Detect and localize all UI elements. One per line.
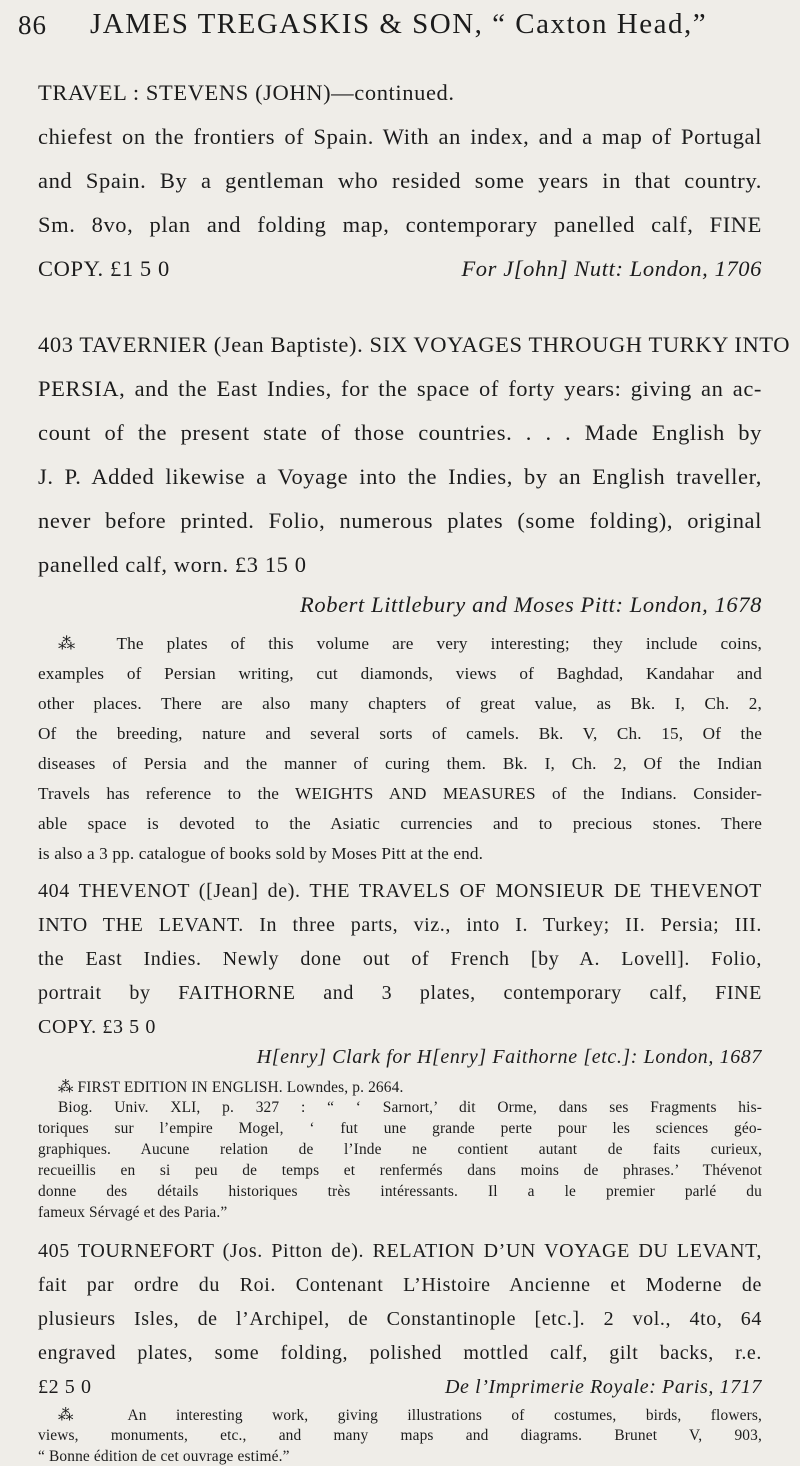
note-line: toriques sur l’empire Mogel, ‘ fut une grande perte pour les sciences géo-: [38, 1120, 762, 1137]
text-line: never before printed. Folio, numerous plates (some folding), original: [38, 508, 762, 533]
entry-403-title: 403 TAVERNIER (Jean Baptiste). SIX VOYAGES THROUGH TURKY INTO: [38, 332, 791, 357]
text-line: and Spain. By a gentleman who resided some years in that country.: [38, 168, 762, 193]
text-line: count of the present state of those countries. . . . Made English by: [38, 420, 762, 445]
note-line: graphiques. Aucune relation de l’Inde ne contient autant de faits curieux,: [38, 1141, 762, 1158]
entry-404-title: 404 THEVENOT ([Jean] de). THE TRAVELS OF MONSIEUR DE THEVENOT: [38, 880, 762, 902]
note-line: other places. There are also many chapters of great value, as Bk. I, Ch. 2,: [38, 694, 762, 713]
text-line: portrait by FAITHORNE and 3 plates, contemporary calf, FINE: [38, 982, 762, 1004]
note-line: ⁂ The plates of this volume are very interesting; they include coins,: [58, 634, 762, 653]
text-line: J. P. Added likewise a Voyage into the Indies, by an English traveller,: [38, 464, 762, 489]
page-number: 86: [18, 10, 47, 40]
text-line: PERSIA, and the East Indies, for the space of forty years: giving an ac-: [38, 376, 762, 401]
note-line: Travels has reference to the WEIGHTS AND MEASURES of the Indians. Consider-: [38, 784, 762, 803]
text-line: INTO THE LEVANT. In three parts, viz., into I. Turkey; II. Persia; III.: [38, 914, 762, 936]
price: COPY. £3 5 0: [38, 1016, 156, 1038]
note-line: recueillis en si peu de temps et renfermés dans moins de phrases.’ Thévenot: [38, 1162, 762, 1179]
entry-405-title: 405 TOURNEFORT (Jos. Pitton de). RELATION D’UN VOYAGE DU LEVANT,: [38, 1240, 762, 1262]
price: £2 5 0: [38, 1376, 92, 1398]
note-line: ⁂ An interesting work, giving illustrations of costumes, birds, flowers,: [58, 1407, 762, 1424]
imprint: H[enry] Clark for H[enry] Faithorne [etc.]: London, 1687: [256, 1046, 762, 1068]
note-line: fameux Sérvagé et des Paria.”: [38, 1204, 228, 1221]
text-line: plusieurs Isles, de l’Archipel, de Constantinople [etc.]. 2 vol., 4to, 64: [38, 1308, 762, 1330]
price-imprint-row: [38, 256, 762, 282]
imprint: For J[ohn] Nutt: London, 1706: [461, 256, 762, 281]
note-line: views, monuments, etc., and many maps and diagrams. Brunet V, 903,: [38, 1427, 762, 1444]
note-line: diseases of Persia and the manner of curing them. Bk. I, Ch. 2, Of the Indian: [38, 754, 762, 773]
text-line: Sm. 8vo, plan and folding map, contemporary panelled calf, FINE: [38, 212, 762, 237]
text-line: the East Indies. Newly done out of French [by A. Lovell]. Folio,: [38, 948, 762, 970]
note-line: “ Bonne édition de cet ouvrage estimé.”: [38, 1448, 290, 1465]
note-line: Biog. Univ. XLI, p. 327 : “ ‘ Sarnort,’ dit Orme, dans ses Fragments his-: [58, 1099, 762, 1116]
price: panelled calf, worn. £3 15 0: [38, 552, 307, 577]
note-line: donne des détails historiques très intéressants. Il a le premier parlé du: [38, 1183, 762, 1200]
text-line: engraved plates, some folding, polished mottled calf, gilt backs, r.e.: [38, 1342, 762, 1364]
running-head: JAMES TREGASKIS & SON, “ Caxton Head,”: [90, 8, 708, 40]
imprint: De l’Imprimerie Royale: Paris, 1717: [444, 1376, 762, 1398]
note-line: Of the breeding, nature and several sorts of camels. Bk. V, Ch. 15, Of the: [38, 724, 762, 743]
text-line: chiefest on the frontiers of Spain. With an index, and a map of Portugal: [38, 124, 762, 149]
section-heading: TRAVEL : STEVENS (JOHN)—continued.: [38, 80, 455, 105]
note-line: ⁂ FIRST EDITION IN ENGLISH. Lowndes, p. 2664.: [58, 1079, 404, 1096]
note-line: is also a 3 pp. catalogue of books sold by Moses Pitt at the end.: [38, 844, 484, 863]
note-line: examples of Persian writing, cut diamonds, views of Baghdad, Kandahar and: [38, 664, 762, 683]
page-header: [18, 6, 790, 46]
imprint: Robert Littlebury and Moses Pitt: London, 1678: [300, 592, 762, 617]
text-line: fait par ordre du Roi. Contenant L’Histoire Ancienne et Moderne de: [38, 1274, 762, 1296]
note-line: able space is devoted to the Asiatic currencies and to precious stones. There: [38, 814, 762, 833]
price: COPY. £1 5 0: [38, 256, 170, 281]
